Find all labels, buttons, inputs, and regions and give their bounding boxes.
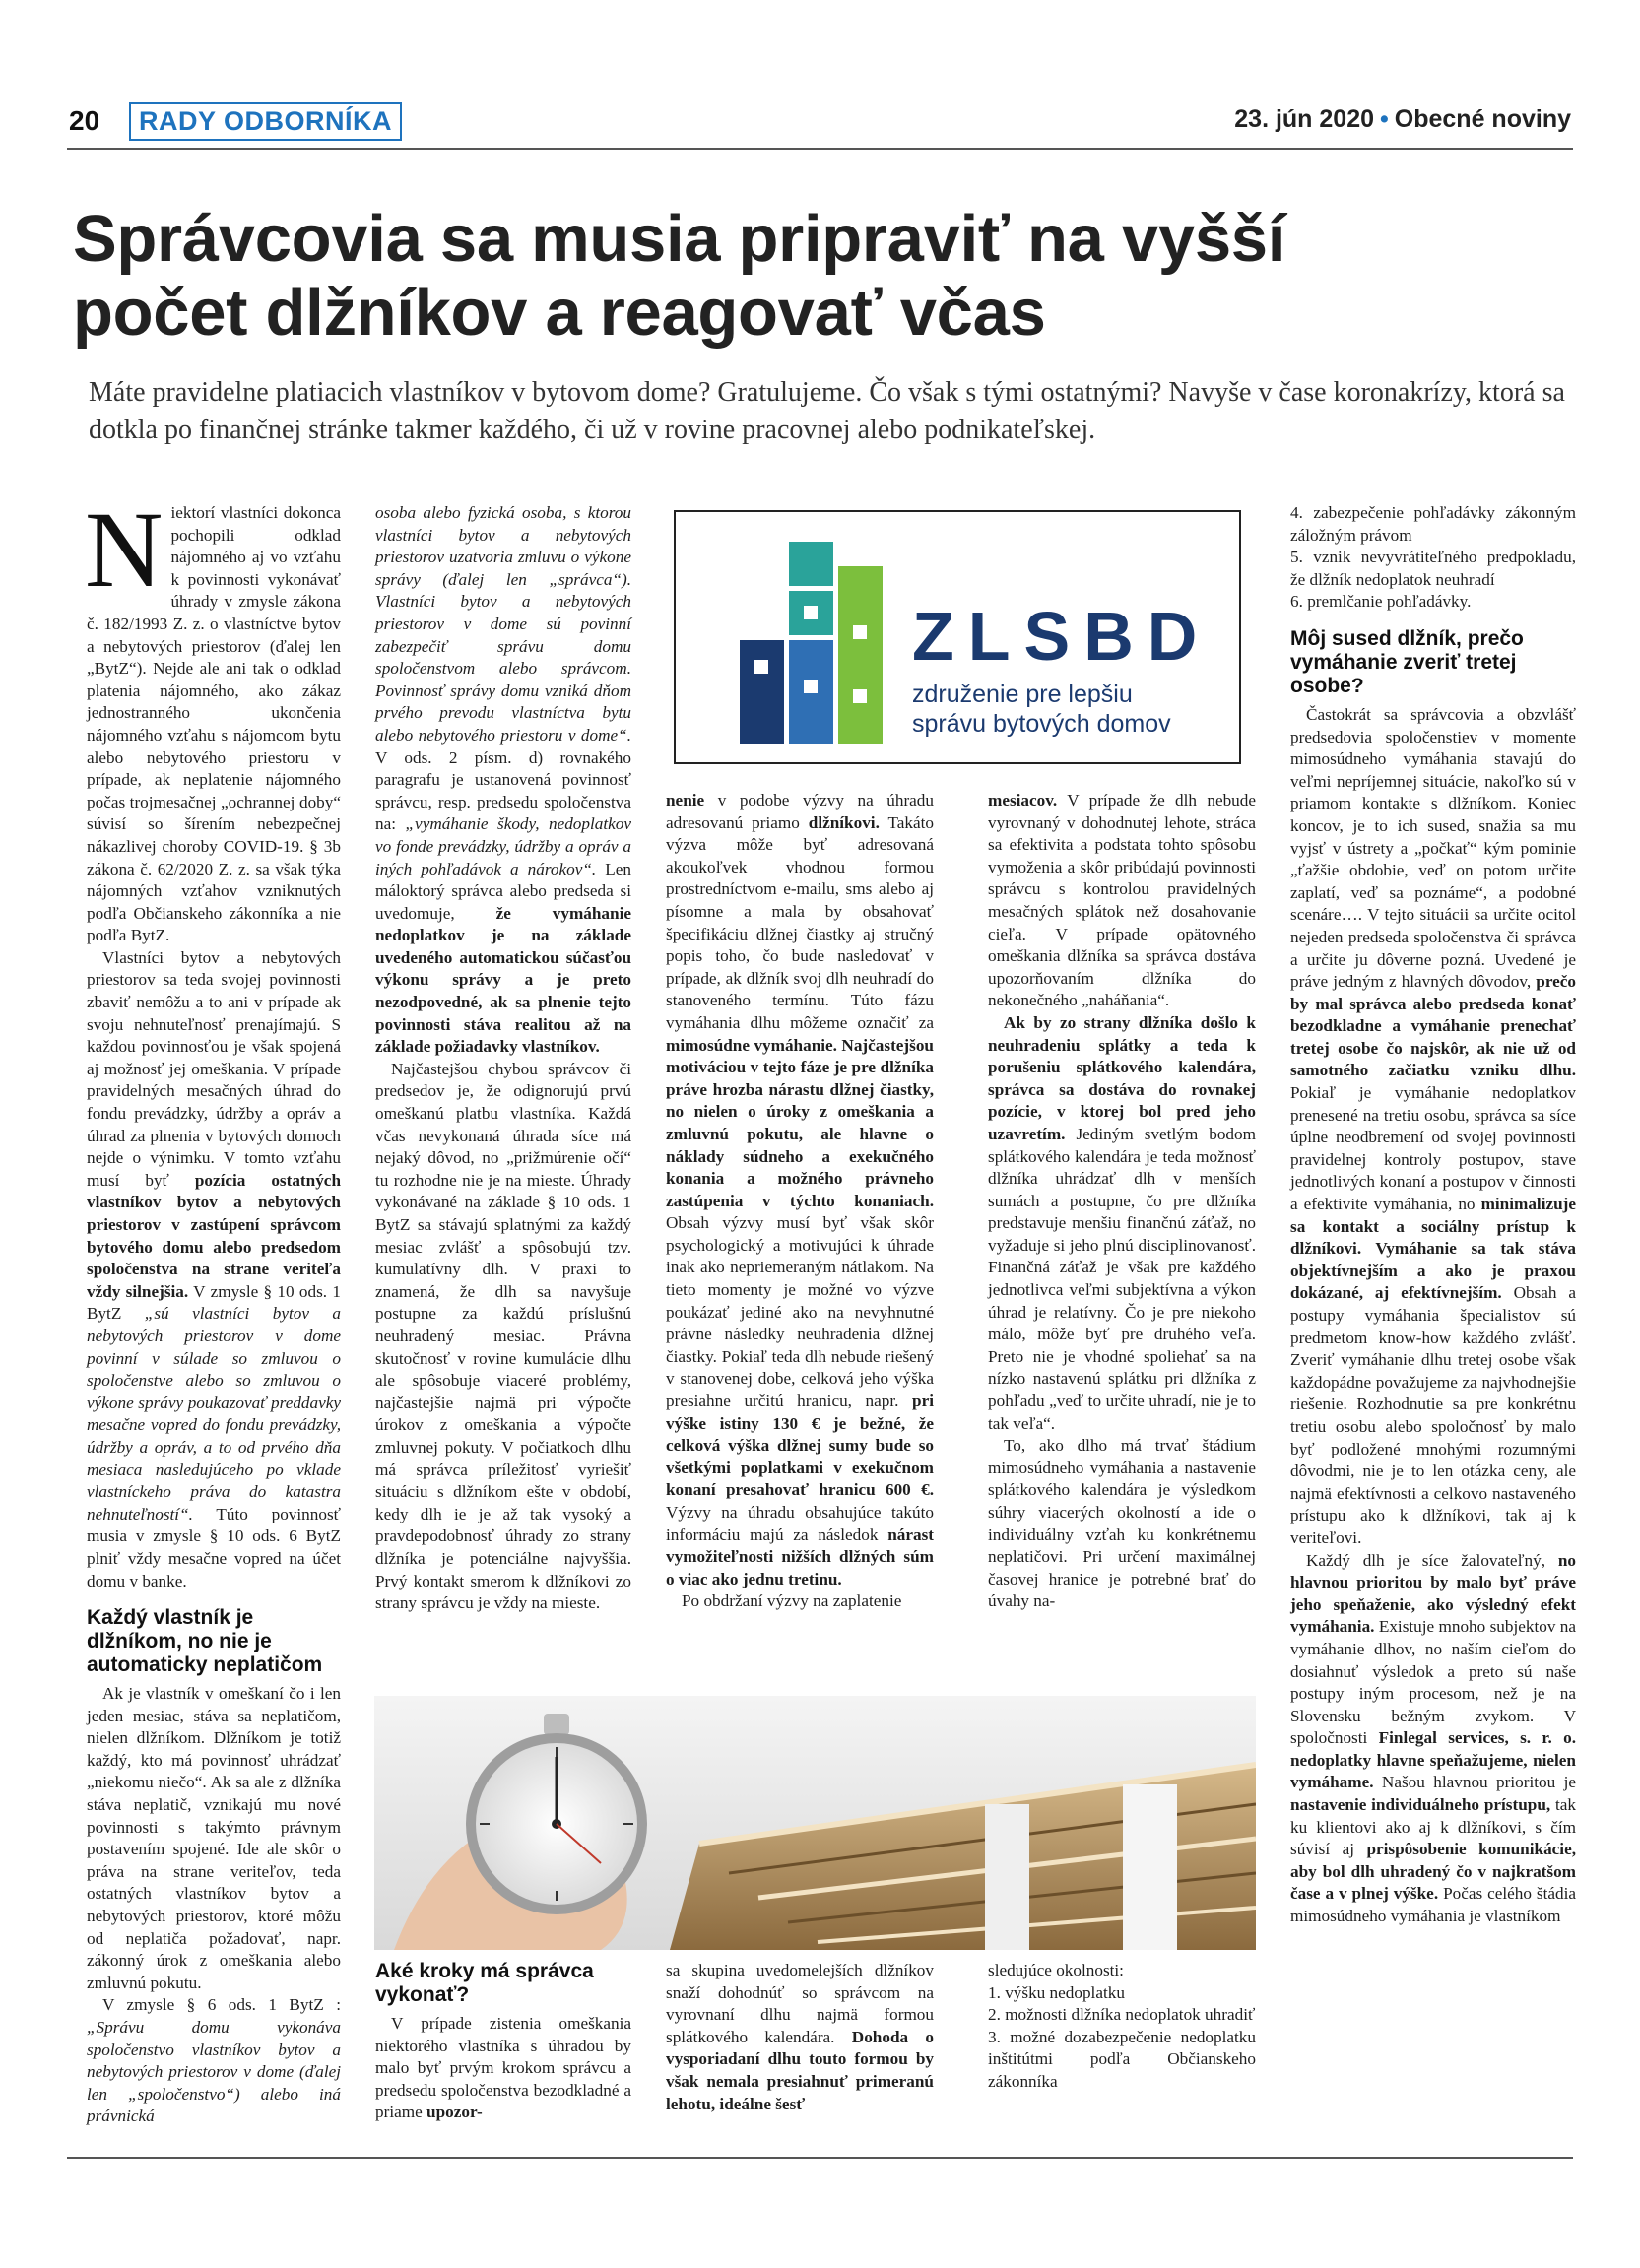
logo-title: ZLSBD — [912, 598, 1212, 675]
bold-text: Finlegal services, s. r. o. nedoplatky hlavne speňažujeme, nielen vymáhame. — [1290, 1728, 1576, 1792]
subheading: Aké kroky má správca vykonať? — [375, 1960, 594, 2006]
paragraph — [666, 790, 934, 1590]
bold-text: minimalizuje sa kontakt a sociálny prístup k dlžníkovi. Vymáhanie sa tak stáva objektívnejším a ako je praxou dokázané, aj efektívnejším. — [1290, 1195, 1577, 1303]
subheading: Môj sused dlžník, prečo vymáhanie zveriť tretej osobe? — [1290, 626, 1524, 697]
text: V ods. 2 písm. d) rovnakého paragrafu je ustanovená povinnosť správcu, resp. predsedu spoločenstva na: — [375, 747, 631, 834]
bold-text: mesiacov. — [988, 791, 1058, 810]
text: V prípade že dlh nebude vyrovnaný v dohodnutej lehote, stráca sa efektivita a podstata tohto spôsobu vymoženia a skôr pribúdajú povinnosti správcu s kontrolou pravidelných mesačných splátok než dosahovanie cieľa. V prípade opätovného omeškania dlžníka sa správca dostáva upozorňovaním dlžníka do nekonečného „naháňania“. — [988, 791, 1256, 1010]
text: Existuje mnoho subjektov na vymáhanie dlhov, no naším cieľom do dosiahnuť výsledok a preto sú naše postupy iným procesom, než je na Slovensku bežným zvykom. V spoločnosti — [1290, 1617, 1576, 1748]
bottom-column-3 — [666, 1960, 934, 2115]
bold-text: nastavenie individuálneho prístupu, — [1290, 1795, 1551, 1815]
header-rule — [67, 148, 1573, 150]
text: Počas celého štádia mimosúdneho vymáhania je vlastníkom — [1290, 1884, 1577, 1926]
text: Len máloktorý správca alebo predseda si uvedomuje, — [375, 859, 631, 923]
text: V zmysle § 6 ods. 1 BytZ : — [102, 1995, 341, 2015]
paragraph: To, ako dlho má trvať štádium mimosúdneho vymáhania a nastavenie splátkového kalendára je výsledkom súhry viacerých okolností a ide o individuálny vzťah ku konkrétnemu neplatičovi. Pri určení maximálnej časovej hranice je potrebné brať do úvahy na- — [988, 1436, 1256, 1611]
list-item: 3. možné dozabezpečenie nedoplatku inštitútmi podľa Občianskeho zákonníka — [988, 2027, 1256, 2091]
headline-line-1: Správcovia sa musia pripraviť na vyšší — [73, 202, 1286, 276]
list-item: 1. výšku nedoplatku — [988, 1982, 1125, 2002]
column-5 — [1290, 502, 1576, 1928]
logo-subtitle — [912, 680, 1171, 739]
italic-quote: osoba alebo fyzická osoba, s ktorou vlastníci bytov a nebytových priestorov uzatvoria zmluvu o výkone správy (ďalej len „správca“). Vlastníci bytov a nebytových priestorov v dome sú povinní zabezpečiť správu domu spoločenstvom alebo správcom. Povinnosť správy domu vzniká dňom prvého prevodu vlastníctva bytu alebo nebytového priestoru v dome“. — [375, 503, 631, 745]
column-1 — [85, 489, 342, 2128]
paragraph — [1290, 1550, 1576, 1928]
bold-text: pri výške istiny 130 € je bežné, že celková výška dlžnej sumy bude so všetkými poplatkami v exekučnom konaní presahovať hranicu 600 €. — [666, 1392, 934, 1500]
bold-text: nárast vymožiteľnosti nižších dlžných súm o viac ako jednu tretinu. — [666, 1524, 934, 1588]
zlsbd-logo-box — [674, 510, 1241, 764]
text: V zmysle § 10 ods. 1 BytZ — [87, 1281, 341, 1324]
issue-date: 23. jún 2020 — [1234, 105, 1375, 133]
paragraph — [375, 502, 631, 1059]
publication-name: Obecné noviny — [1394, 105, 1571, 133]
list-item: 2. možnosti dlžníka nedoplatok uhradiť — [988, 2005, 1256, 2025]
list-item: 6. premlčanie pohľadávky. — [1290, 592, 1472, 612]
italic-quote: „sú vlastníci bytov a nebytových priestorov v dome povinní v súlade so zmluvou o spoločenstve alebo so zmluvou o výkone správy poukazovať preddavky mesačne vopred do fondu prevádzky, údržby a opráv, a to od prvého dňa mesiaca nasledujúceho po vklade vlastníckeho práva do katastra nehnuteľností“. — [87, 1304, 342, 1523]
paragraph — [375, 2013, 631, 2124]
stopwatch-money-illustration — [374, 1696, 1256, 1950]
bottom-column-4 — [988, 1960, 1256, 2094]
paragraph — [666, 1960, 934, 2115]
bottom-column-2 — [375, 1960, 631, 2124]
text: Obsah výzvy musí byť však skôr psychologický a motivujúci k úhrade inak ako nepriemeraným nátlakom. Na tieto momenty je možné vo výzve poukázať jediné ako na nevyhnutné právne následky neuhradenia dlžnej čiastky. Pokiaľ teda dlh nebude riešený v stanovenej dobe, celková jeho výška presiahne určitú hranicu, napr. — [666, 1213, 934, 1411]
text: sa skupina uvedomelejších dlžníkov snaží dohodnúť so správcom na vyrovnaní dlhu najmä formou splátkového kalendára. — [666, 1961, 934, 2046]
separator-dot: • — [1380, 105, 1389, 133]
text: Častokrát sa správcovia a obzvlášť predsedovia spoločenstiev v momente mimosúdneho vymáhania stavajú do veľmi nepríjemnej situácie, nakoľko sú v priamom kontakte s dlžníkom. Koniec koncov, je to ich sused, snažia sa mu vyjsť v ústrety a „počkať“ kým pominie „ťažšie obdobie, veď on potom určite zaplatí, veď sa poznáme“, a podobné scenáre…. V tejto situácii sa určite ocitol nejeden predseda spoločenstva či správca a určite ju dôverne pozná. Uvedené je práve jedným z hlavných dôvodov, — [1290, 704, 1576, 992]
text: tak ku klientovi ako aj k dlžníkovi, s čím súvisí aj — [1290, 1795, 1576, 1859]
text: v podobe výzvy na úhradu adresovanú priamo — [666, 791, 934, 832]
bold-text: Dohoda o vysporiadaní dlhu touto formou by však nemala presiahnuť primeranú lehotu, ideálne šesť — [666, 2027, 934, 2113]
paragraph — [87, 947, 341, 1592]
bold-text: dlžníkovi. — [808, 812, 880, 832]
paragraph — [85, 489, 341, 947]
bold-text: no hlavnou prioritou by malo byť práve jeho speňaženie, ako výsledný efekt vymáhania. — [1290, 1550, 1577, 1637]
text: Takáto výzva môže byť adresovaná akoukoľvek vhodnou formou prostredníctvom e-mailu, sms alebo aj písomne a mala by obsahovať špecifikáciu dlžnej čiastky aj stručný popis toho, čo bude nasledovať v prípade, ak dlžník svoj dlh neuhradí do stanoveného termínu. Túto fázu vymáhania dlhu môžeme označiť za — [666, 812, 935, 1032]
paragraph: Najčastejšou chybou správcov či predsedov je, že odignorujú prvú omeškanú platbu vlastníka. Každá včas nevykonaná úhrada síce má nejaký dôvod, no „prižmúrenie očí“ tu rozhodne nie je na mieste. Úhrady vykonávané na základe § 10 ods. 1 BytZ sa stávajú splatnými za každý mesiac zvlášť a spôsobujú tzv. kumulatívny dlh. V praxi to znamená, že dlh sa navyšuje postupne za každú príslušnú neuhradený mesiac. Právna skutočnosť v rovine kumulácie dlhu ale spôsobuje viaceré problémy, najčastejšie najmä pri výpočte úrokov z omeškania a výpočte zmluvnej pokuty. V počiatkoch dlhu má správca príležitosť vyriešiť situáciu s dlžníkom ešte v období, kedy dlh ie je až tak vysoký a pravdepodobnosť úhrady zo strany dlžníka je potenciálne najvyššia. Prvý kontakt smerom k dlžníkovi zo strany správcu je vždy na mieste. — [375, 1059, 631, 1613]
page-number: 20 — [69, 105, 100, 136]
text: Každý dlh je síce žalovateľný, — [1306, 1550, 1546, 1570]
italic-quote: „vymáhanie škody, nedoplatkov vo fonde prevádzky, údržby a opráv a iných pohľadávok a nárokov“. — [375, 814, 631, 878]
headline — [73, 202, 1570, 350]
section-label: RADY ODBORNÍKA — [129, 102, 402, 141]
column-3 — [666, 790, 934, 1613]
bold-text: mimosúdne vymáhanie. Najčastejšou motiváciou v tejto fáze je pre dlžníka práve hrozba nárastu dlžnej čiastky, no nielen o úroky z omeškania a zmluvnú pokutu, ale hlavne o náklady súdneho a exekučného konania a možného právneho zastúpenia v týchto konaniach. — [666, 1035, 934, 1210]
text: V prípade zistenia omeškania niektorého vlastníka s úhradou by malo byť prvým krokom správcu a predsedu spoločenstva bezodkladné a priame — [375, 2014, 631, 2122]
paragraph — [988, 790, 1256, 1012]
footer-rule — [67, 2157, 1573, 2159]
paragraph — [988, 1012, 1256, 1435]
text: Našou hlavnou prioritou je — [1381, 1773, 1577, 1792]
text: Jediným svetlým bodom splátkového kalendára je teda možnosť dlžníka uhrádzať dlh v menších sumách a postupne, čo pre dlžníka predstavuje menšiu finančnú záťaž, no vyžaduje si jeho plnú disciplinovanosť. Finančná záťaž je však pre každého jednotlivca veľmi subjektívna a výkon úhrad je relatívny. Čo je pre niekoho málo, môže byť pre druhého veľa. Preto nie je vhodné spoliehať sa na nízko nastavenú splátku pri dlžníka z pohľadu „veď to určite uhradí, nie je to tak veľa“. — [988, 1124, 1256, 1433]
column-2 — [375, 502, 631, 1615]
text: Vlastníci bytov a nebytových priestorov sa teda svojej povinnosti zbaviť nemôžu a to ani v prípade ak svoju nehnuteľnosť prenajímajú. S každou povinnosťou je však spojená aj možnosť jej omeškania. V prípade pravidelných mesačných úhrad do fondu prevádzky, údržby a opráv a úhrad za plnenia v bytových domoch nejde o výnimku. V tomto vzťahu musí byť — [87, 947, 341, 1190]
logo-subtitle-line-1: združenie pre lepšiu — [912, 680, 1133, 708]
text: Obsah a postupy vymáhania špecialistov sú predmetom know-how každého zvlášť. Zveriť vymáhanie dlhu tretej osobe však každopádne považujeme za najvhodnejšie riešenie. Rozhodnutie sa pre konkrétnu tretiu osobu alebo spoločnosť by malo byť podložené mnohými rozumnými dôvodmi, nie je to len otázka ceny, ale najmä efektívnosti a celkovo nastaveného prístupu ako k dlžníkovi, tak aj k veriteľovi. — [1290, 1283, 1576, 1547]
stopwatch-money-photo — [374, 1696, 1256, 1950]
bold-text: upozor- — [426, 2103, 483, 2122]
bold-text: prečo by mal správca alebo predseda konať bezodkladne a vymáhanie prenechať tretej osobe čo najskôr, ak nie už od samotného začiatku vzniku dlhu. — [1290, 972, 1576, 1080]
paragraph: Ak je vlastník v omeškaní čo i len jeden mesiac, stáva sa neplatičom, nielen dlžníkom. Dlžníkom je totiž každý, kto má povinnosť uhrádzať „niekomu niečo“. Ak sa ale z dlžníka stáva neplatič, vznikajú mu nové povinnosti s takýmto právnym postavením spojené. Ide ale skôr o práva na strane veriteľov, teda ostatných vlastníkov bytov a nebytových priestorov, ktoré môžu od neplatiča požadovať, napr. zákonný úrok z omeškania alebo zmluvnú pokutu. — [87, 1684, 341, 1992]
italic-quote: „Správu domu vykonáva spoločenstvo vlastníkov bytov a nebytových priestorov v dome (ďalej len „spoločenstvo“) alebo iná právnická — [87, 2018, 341, 2126]
bold-text: Ak by zo strany dlžníka došlo k neuhradeniu splátky a teda k porušeniu splátkového kalendára, správca sa dostáva do rovnakej pozície, v ktorej bol pred jeho uzavretím. — [988, 1012, 1256, 1143]
bold-text: prispôsobenie komunikácie, aby bol dlh uhradený čo v najkratšom čase a v plnej výške. — [1290, 1840, 1576, 1904]
headline-line-2: počet dlžníkov a reagovať včas — [73, 276, 1046, 350]
paragraph — [1290, 704, 1576, 1550]
logo-subtitle-line-2: správu bytových domov — [912, 710, 1171, 738]
list-item: 4. zabezpečenie pohľadávky zákonným záložným právom — [1290, 503, 1576, 545]
building-logo-icon — [715, 532, 902, 748]
bold-text: že vymáhanie nedoplatkov je na základe uvedeného automatickou súčasťou výkonu správy a je preto nezodpovedné, ak sa plnenie tejto povinnosti stáva realitou až na základe požiadavky vlastníkov. — [375, 903, 631, 1057]
lead-paragraph: Máte pravidelne platiacich vlastníkov v bytovom dome? Gratulujeme. Čo však s tými ostatnými? Navyše v čase koronakrízy, ktorá sa dotkla po finančnej stránke takmer každého, či už v rovine pracovnej alebo podnikateľskej. — [89, 377, 1565, 445]
paragraph: sledujúce okolnosti: — [988, 1961, 1124, 1979]
paragraph — [87, 1994, 341, 2128]
bold-text: nenie — [666, 791, 705, 810]
text: iektorí vlastníci dokonca pochopili odklad nájomného aj vo vzťahu k povinnosti vykonávať úhrady v zmysle zákona č. 182/1993 Z. z. o vlastníctve bytov a nebytových priestorov (ďalej len „BytZ“). Nejde ale ani tak o odklad platenia nájomného, ako zákaz jednostranného ukončenia nájomného vzťahu s nájomcom bytu alebo nebytového priestoru v prípade, ak neplatenie nájomného počas trojmesačnej „ochrannej doby“ súvisí so šírením nebezpečnej nákazlivej choroby COVID-19. § 3b zákona č. 62/2020 Z. z. sa však týka nájomných vzťahov vzniknutých podľa Občianskeho zákonníka a nie podľa BytZ. — [87, 503, 341, 945]
text: Výzvy na úhradu obsahujúce takúto informáciu majú za následok — [666, 1503, 934, 1544]
text: Túto povinnosť musia v zmysle § 10 ods. 6 BytZ plniť vždy mesačne vopred na účet domu v banke. — [87, 1504, 341, 1590]
bold-text: pozícia ostatných vlastníkov bytov a nebytových priestorov v zastúpení správcom bytového domu alebo predsedom spoločenstva na strane veriteľa vždy silnejšia. — [87, 1170, 341, 1301]
list-item: 5. vznik nevyvrátiteľného predpokladu, že dlžník nedoplatok neuhradí — [1290, 548, 1576, 589]
text: Pokiaľ je vymáhanie nedoplatkov prenesené na tretiu osobu, správca sa síce úplne neodbremení od svojej povinnosti pravidelnej kontroly postupov, stave jednotlivých konaní a postupov v činnosti a efektivite vymáhania, no — [1290, 1083, 1576, 1214]
column-4 — [988, 790, 1256, 1613]
subheading: Každý vlastník je dlžníkom, no nie je automaticky neplatičom — [87, 1606, 323, 1677]
paragraph: Po obdržaní výzvy na zaplatenie — [682, 1591, 902, 1611]
drop-cap: N — [85, 489, 164, 610]
header-issue-info — [1234, 105, 1571, 134]
